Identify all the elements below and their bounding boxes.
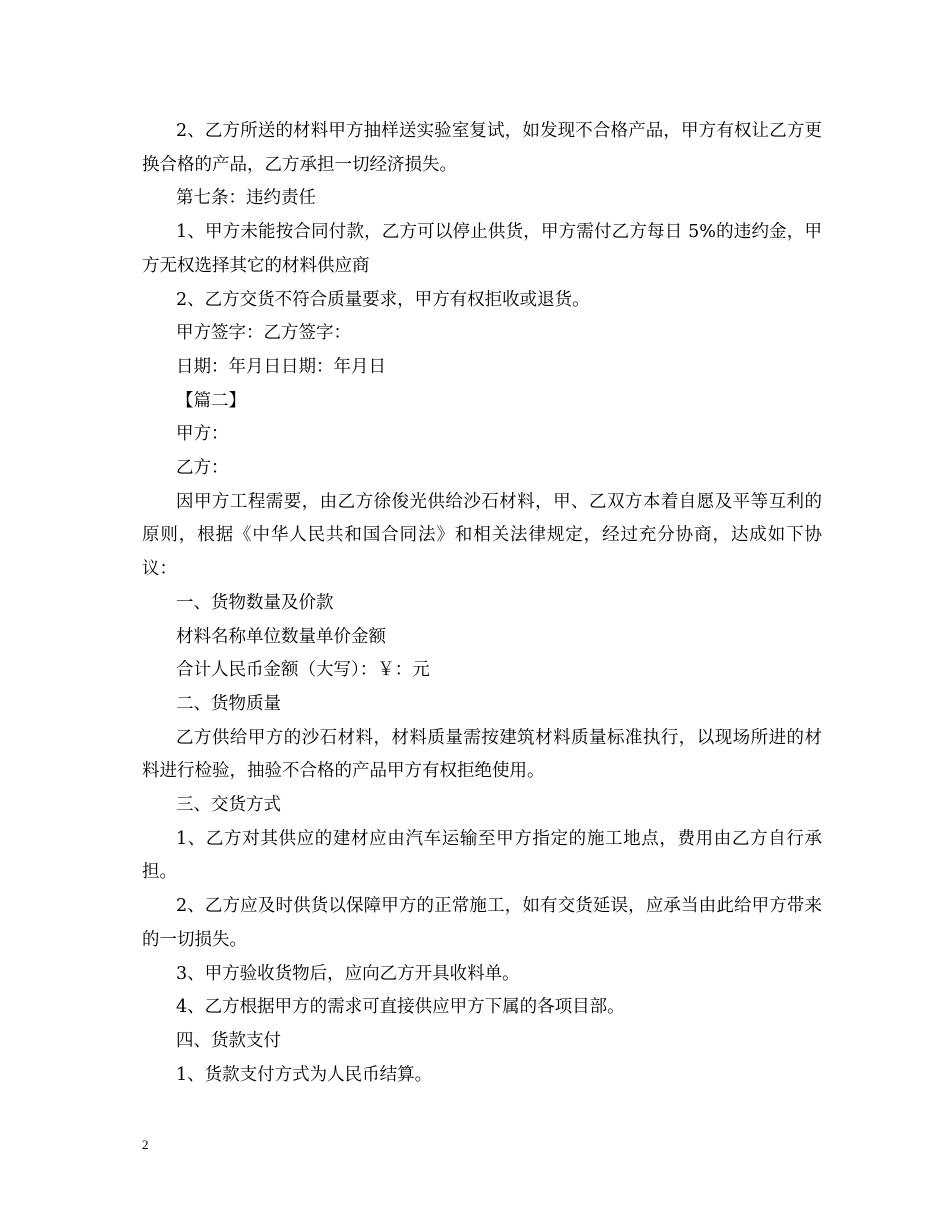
paragraph: 2、乙方所送的材料甲方抽样送实验室复试，如发现不合格产品，甲方有权让乙方更换合格的产品，乙方承担一切经济损失。 <box>142 121 822 175</box>
page-number: 2 <box>142 1137 149 1152</box>
section-heading: 一、货物数量及价款 <box>176 592 334 613</box>
paragraph: 2、乙方交货不符合质量要求，甲方有权拒收或退货。 <box>176 289 590 310</box>
party-b-line: 乙方： <box>176 458 229 479</box>
section-heading: 三、交货方式 <box>176 795 281 816</box>
paragraph: 合计人民币金额（大写）：￥：元 <box>176 660 430 681</box>
party-a-line: 甲方： <box>176 424 229 445</box>
paragraph: 1、甲方未能按合同付款，乙方可以停止供货，甲方需付乙方每日 5%的违约金，甲方无权选择其它的材料供应商 <box>142 222 822 276</box>
date-line: 日期：年月日日期：年月日 <box>176 356 386 377</box>
section-heading: 四、货款支付 <box>176 1030 281 1051</box>
paragraph: 4、乙方根据甲方的需求可直接供应甲方下属的各项目部。 <box>176 997 625 1018</box>
paragraph: 3、甲方验收货物后，应向乙方开具收料单。 <box>176 963 520 984</box>
part-two-heading: 【篇二】 <box>176 390 246 411</box>
paragraph: 1、货款支付方式为人民币结算。 <box>176 1064 433 1085</box>
section-heading: 二、货物质量 <box>176 693 281 714</box>
section-heading-article-7: 第七条：违约责任 <box>176 188 316 209</box>
paragraph: 1、乙方对其供应的建材应由汽车运输至甲方指定的施工地点，费用由乙方自行承担。 <box>142 828 822 883</box>
paragraph: 2、乙方应及时供货以保障甲方的正常施工，如有交货延误，应承当由此给甲方带来的一切损失。 <box>142 896 822 950</box>
paragraph: 材料名称单位数量单价金额 <box>176 626 386 647</box>
paragraph: 乙方供给甲方的沙石材料，材料质量需按建筑材料质量标准执行，以现场所进的材料进行检验，抽验不合格的产品甲方有权拒绝使用。 <box>142 727 822 782</box>
paragraph: 因甲方工程需要，由乙方徐俊光供给沙石材料，甲、乙双方本着自愿及平等互利的原则，根据《中华人民共和国合同法》和相关法律规定，经过充分协商，达成如下协议： <box>142 491 822 580</box>
signature-line: 甲方签字：乙方签字： <box>176 323 351 344</box>
document-body <box>142 115 822 1092</box>
